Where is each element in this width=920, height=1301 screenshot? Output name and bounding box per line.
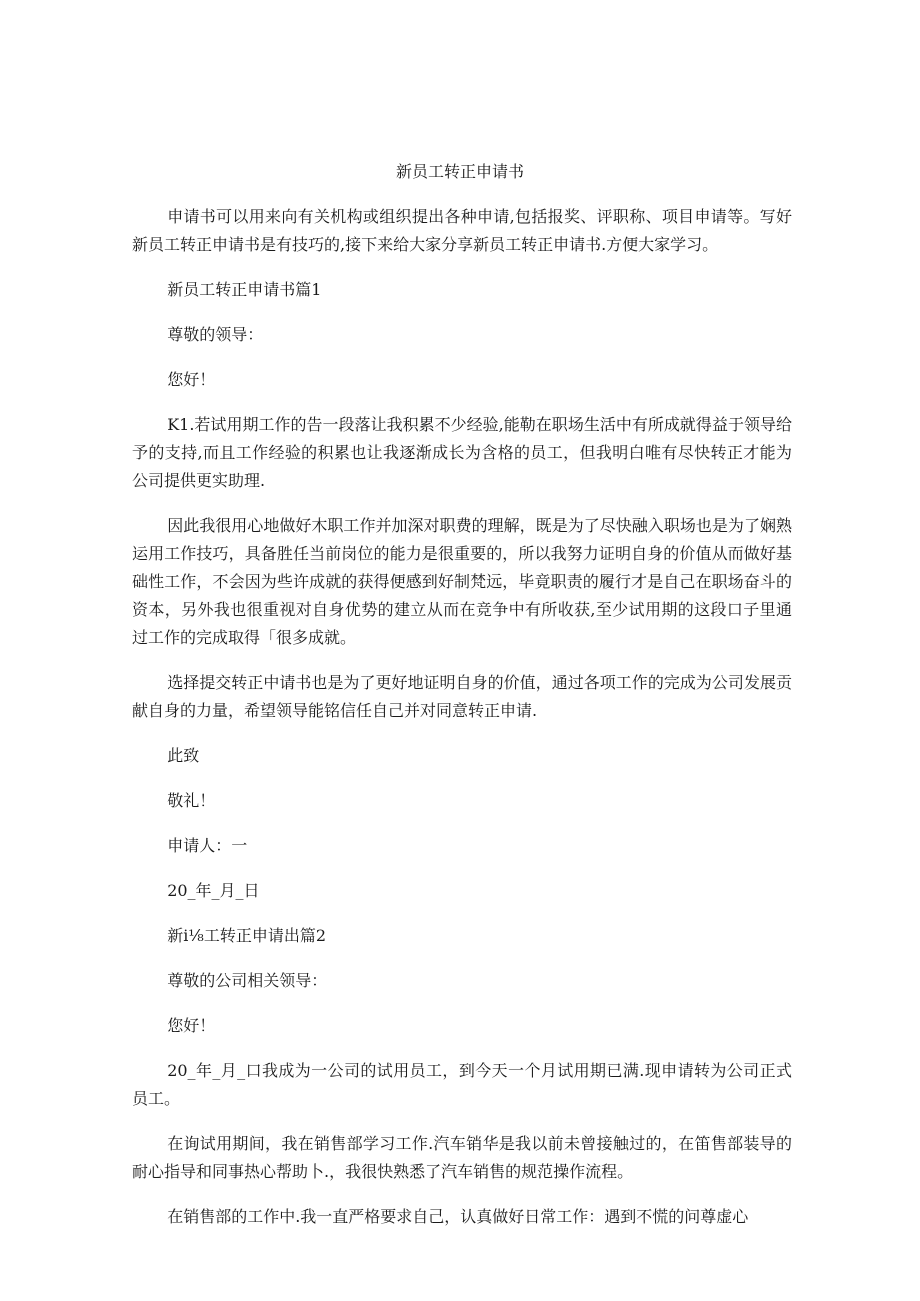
body-paragraph: 在询试用期间，我在销售部学习工作.汽车销华是我以前未曾接触过的，在笛售部装导的耐心指导和同事热心帮助卜.，我很快熟悉了汽车销售的规范操作流程。 xyxy=(132,1134,792,1181)
closing-line: 此致 xyxy=(167,746,200,765)
intro-paragraph: 申请书可以用来向有关机构或组织提出各种申请,包括报奖、评职称、项目申请等。写好新员工转正申请书是有技巧的,接下来给大家分享新员工转正申请书.方便大家学习。 xyxy=(132,207,792,254)
salutation: 尊敬的领导： xyxy=(167,325,264,344)
salutation: 尊敬的公司相关领导： xyxy=(167,971,328,990)
document-title: 新员工转正申请书 xyxy=(395,162,524,181)
body-paragraph: 20_年_月_口我成为一公司的试用员工，到今天一个月试用期已满.现申请转为公司正式员工。 xyxy=(132,1061,792,1108)
greeting: 您好！ xyxy=(167,370,216,389)
closing-regards: 敬礼！ xyxy=(167,791,216,810)
body-paragraph: K1.若试用期工作的告一段落让我积累不少经验,能勒在职场生活中有所成就得益于领导给予的支持,而且工作经验的积累也让我逐渐成长为含格的员工，但我明白唯有尽快转正才能为公司提供更实助理. xyxy=(132,415,792,490)
body-paragraph: 因此我很用心地做好木职工作并加深对职费的理解，既是为了尽快融入职场也是为了娴熟运用工作技巧，具备胜任当前岗位的能力是很重要的，所以我努力证明自身的价值从而做好基础性工作，不会因为些许成就的获得便感到好制梵远，毕竟职责的履行才是自己在职场奋斗的资本，另外我也很重视对自身优势的建立从而在竞争中有所收获,至少试用期的这段口子里通过工作的完成取得「很多成就。 xyxy=(132,516,792,647)
greeting: 您好！ xyxy=(167,1016,216,1035)
document-body xyxy=(132,203,792,1248)
section-heading-2: 新i⅛工转正申请出篇2 xyxy=(167,926,326,945)
body-paragraph: 在销售部的工作中.我一直严格要求自己，认真做好日常工作：遇到不慌的问尊虚心 xyxy=(167,1207,749,1226)
date-line: 20_年_月_日 xyxy=(167,881,260,900)
body-paragraph: 选择提交转正中请书也是为了更好地证明自身的价值，通过各项工作的完成为公司发展贡献自身的力量，希望领导能铭信任自己并对同意转正申请. xyxy=(132,673,792,720)
section-heading-1: 新员工转正申请书篇1 xyxy=(167,280,322,299)
applicant-line: 申请人：一 xyxy=(167,836,248,855)
